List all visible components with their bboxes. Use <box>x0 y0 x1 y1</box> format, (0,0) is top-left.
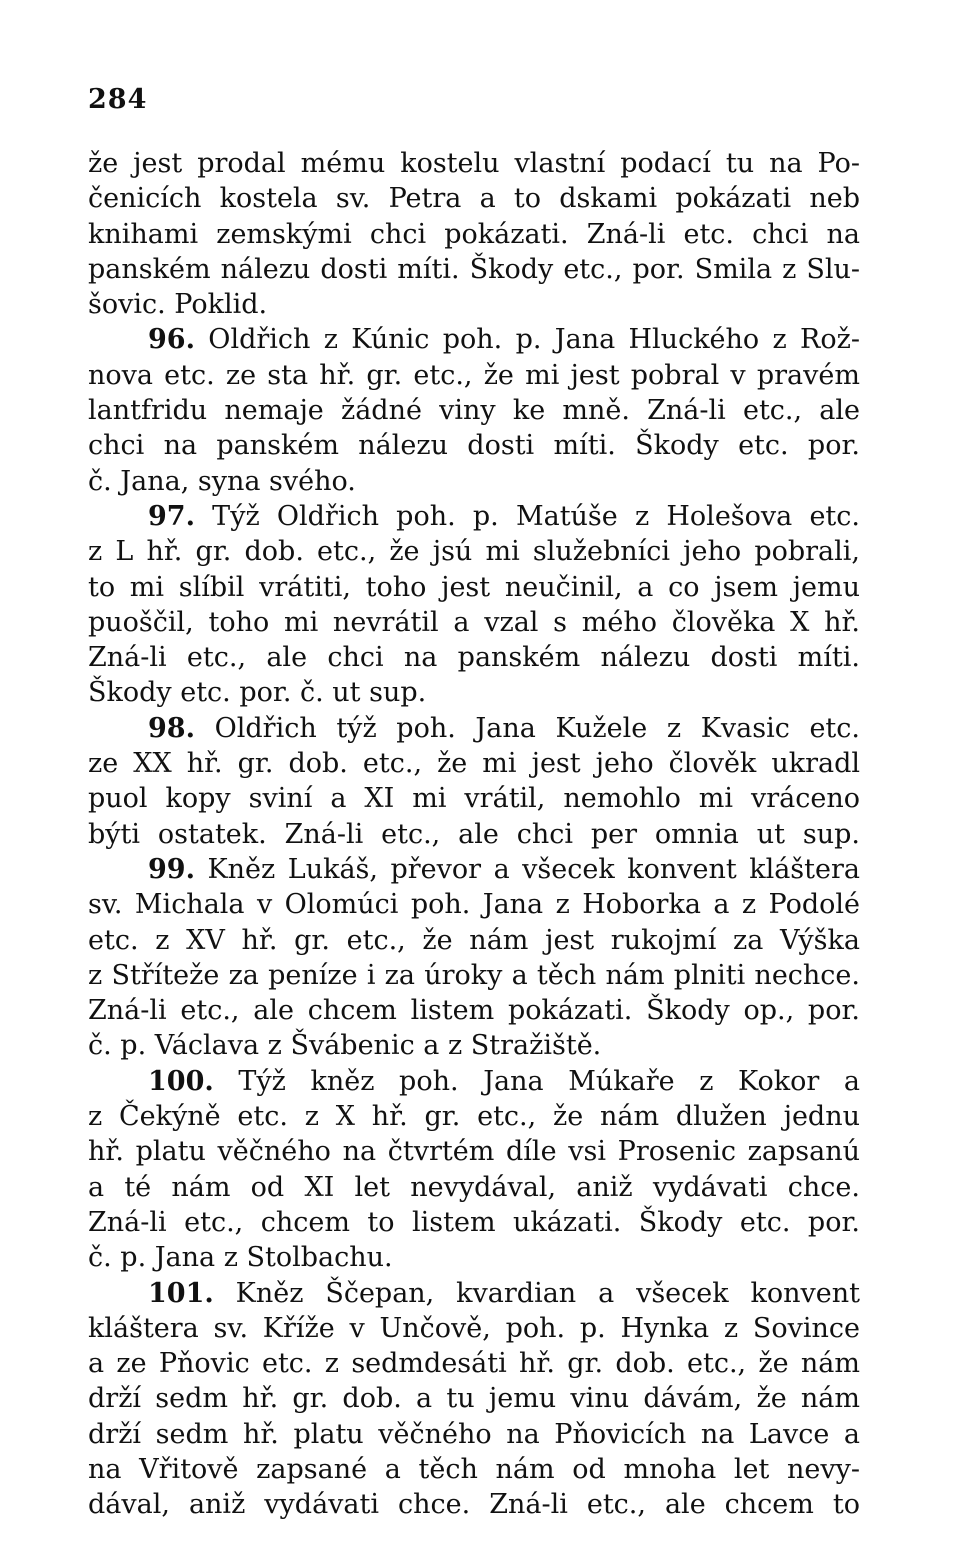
text-line <box>88 252 860 287</box>
text-line <box>88 1240 860 1275</box>
entry-first-line <box>88 322 860 357</box>
line-text: panském nálezu dosti míti. Škody etc., por. Smila z Slu- <box>88 253 860 285</box>
line-text: etc. z XV hř. gr. etc., že nám jest rukojmí za Výška <box>88 924 860 956</box>
line-text: šovic. Poklid. <box>88 289 268 321</box>
page-number: 284 <box>88 84 148 115</box>
text-line <box>88 1381 860 1416</box>
line-text: dával, aniž vydávati chce. Zná-li etc., ale chcem to <box>88 1489 860 1521</box>
line-text: puoščil, toho mi nevrátil a vzal s mého člověka X hř. <box>88 606 860 638</box>
text-line <box>88 181 860 216</box>
line-text: č. p. Jana z Stolbachu. <box>88 1242 393 1274</box>
entry-first-line <box>88 852 860 887</box>
text-line <box>88 217 860 252</box>
line-text: sv. Michala v Olomúci poh. Jana z Hoborka a z Podolé <box>88 889 860 921</box>
line-text: čenicích kostela sv. Petra a to dskami pokázati neb <box>88 183 860 215</box>
line-text: že jest prodal mému kostelu vlastní podací tu na Po- <box>88 148 860 179</box>
entry-first-line <box>88 499 860 534</box>
text-line <box>88 1099 860 1134</box>
body-text <box>88 146 860 1523</box>
line-text: chci na panském nálezu dosti míti. Škody etc. por. <box>88 430 860 462</box>
line-text: kláštera sv. Kříže v Unčově, poh. p. Hynka z Sovince <box>88 1312 860 1344</box>
entry-number: 101. <box>148 1277 214 1309</box>
line-text: z Čekýně etc. z X hř. gr. etc., že nám dlužen jednu <box>88 1101 860 1133</box>
entry-number: 96. <box>148 324 195 356</box>
line-text: Škody etc. por. č. ut sup. <box>88 677 427 709</box>
line-text: Zná-li etc., ale chci na panském nálezu dosti míti. <box>88 642 860 674</box>
text-line <box>88 958 860 993</box>
text-line <box>88 1028 860 1063</box>
line-text: to mi slíbil vrátiti, toho jest neučinil, a co jsem jemu <box>88 571 860 603</box>
line-text: a té nám od XI let nevydával, aniž vydávati chce. <box>88 1171 860 1203</box>
entry-first-line <box>88 711 860 746</box>
text-line <box>88 358 860 393</box>
text-line <box>88 746 860 781</box>
text-line <box>88 1205 860 1240</box>
text-line <box>88 993 860 1028</box>
text-line <box>88 1311 860 1346</box>
line-text: Kněz Lukáš, převor a všecek konvent kláštera <box>194 853 860 885</box>
line-text: z Stříteže za peníze i za úroky a těch nám plniti nechce. <box>88 959 860 991</box>
line-text: Oldřich týž poh. Jana Kužele z Kvasic etc. <box>194 712 860 744</box>
entry-number: 100. <box>148 1065 214 1097</box>
text-line <box>88 640 860 675</box>
text-line <box>88 887 860 922</box>
text-line <box>88 534 860 569</box>
text-line <box>88 605 860 640</box>
line-text: hř. platu věčného na čtvrtém díle vsi Prosenic zapsanú <box>88 1136 860 1168</box>
entry-first-line <box>88 1064 860 1099</box>
line-text: drží sedm hř. platu věčného na Pňovicích na Lavce a <box>88 1418 860 1450</box>
line-text: Týž Oldřich poh. p. Matúše z Holešova etc. <box>194 500 860 532</box>
line-text: na Vřitově zapsané a těch nám od mnoha let nevy- <box>88 1453 860 1485</box>
text-line <box>88 1487 860 1522</box>
line-text: č. p. Václava z Švábenic a z Stražiště. <box>88 1030 602 1062</box>
line-text: nova etc. ze sta hř. gr. etc., že mi jest pobral v pravém <box>88 359 860 391</box>
line-text: z L hř. gr. dob. etc., že jsú mi služebníci jeho pobrali, <box>88 536 860 568</box>
line-text: lantfridu nemaje žádné viny ke mně. Zná-li etc., ale <box>88 395 860 427</box>
text-line <box>88 1170 860 1205</box>
text-line <box>88 1346 860 1381</box>
line-text: Týž kněz poh. Jana Múkaře z Kokor a <box>213 1065 860 1097</box>
text-line <box>88 1134 860 1169</box>
text-line <box>88 781 860 816</box>
entry-first-line <box>88 1276 860 1311</box>
text-line <box>88 428 860 463</box>
line-text: Oldřich z Kúnic poh. p. Jana Hluckého z Rož- <box>194 324 860 356</box>
line-text: býti ostatek. Zná-li etc., ale chci per omnia ut sup. <box>88 818 860 850</box>
text-line <box>88 817 860 852</box>
text-line <box>88 1452 860 1487</box>
entry-number: 98. <box>148 712 195 744</box>
line-text: knihami zemskými chci pokázati. Zná-li etc. chci na <box>88 218 860 250</box>
text-line <box>88 146 860 181</box>
text-line <box>88 923 860 958</box>
line-text: Zná-li etc., ale chcem listem pokázati. Škody op., por. <box>88 995 860 1027</box>
line-text: a ze Pňovic etc. z sedmdesáti hř. gr. dob. etc., že nám <box>88 1348 860 1380</box>
text-line <box>88 464 860 499</box>
text-line <box>88 1417 860 1452</box>
line-text: č. Jana, syna svého. <box>88 465 356 497</box>
text-line <box>88 287 860 322</box>
line-text: Zná-li etc., chcem to listem ukázati. Škody etc. por. <box>88 1206 860 1238</box>
entry-number: 99. <box>148 853 195 885</box>
text-line <box>88 393 860 428</box>
line-text: drží sedm hř. gr. dob. a tu jemu vinu dávám, že nám <box>88 1383 860 1415</box>
line-text: ze XX hř. gr. dob. etc., že mi jest jeho člověk ukradl <box>88 748 860 780</box>
text-line <box>88 570 860 605</box>
line-text: Kněz Ščepan, kvardian a všecek konvent <box>213 1277 860 1309</box>
line-text: puol kopy sviní a XI mi vrátil, nemohlo mi vráceno <box>88 783 860 815</box>
entry-number: 97. <box>148 500 195 532</box>
text-line <box>88 675 860 710</box>
